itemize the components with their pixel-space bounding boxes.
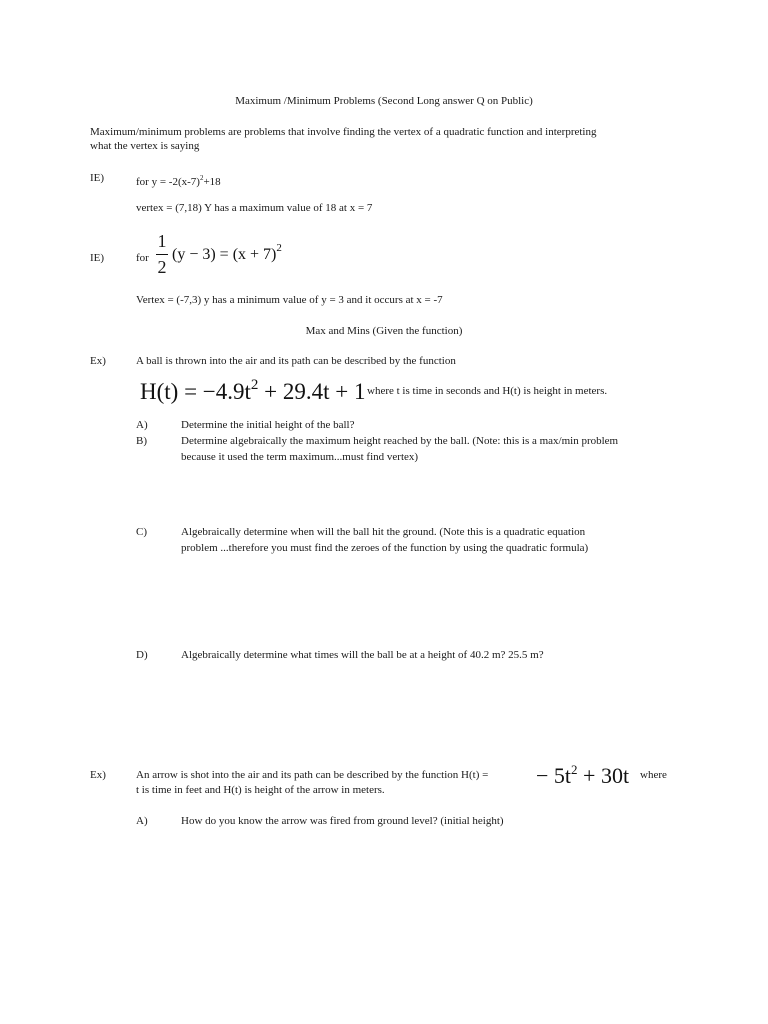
ex2-function [536, 757, 629, 789]
ex1-function-a: H(t) = −4.9t [140, 379, 251, 404]
ex1-part-d-label: D) [136, 649, 148, 661]
ie1-vertex: vertex = (7,18) Y has a maximum value of 18 at x = 7 [136, 202, 373, 214]
ie2-frac-numerator: 1 [157, 231, 167, 251]
ie1-function-text: for y = -2(x-7) [136, 176, 200, 188]
ie1-label: IE) [90, 172, 105, 184]
section-heading: Max and Mins (Given the function) [305, 325, 463, 337]
ie2-expression [172, 242, 282, 264]
ie1-function [136, 171, 221, 190]
ex1-description: A ball is thrown into the air and its path can be described by the function [136, 355, 456, 367]
ex2-label: Ex) [90, 769, 106, 781]
ex1-after-function: where t is time in seconds and H(t) is height in meters. [367, 385, 608, 397]
ex2-function-a: − 5t [536, 763, 572, 788]
ex1-part-a-text: Determine the initial height of the ball? [181, 419, 355, 431]
ie2-frac-bar [156, 254, 168, 255]
ie2-label: IE) [90, 252, 105, 264]
ie2-vertex: Vertex = (-7,3) y has a minimum value of y = 3 and it occurs at x = -7 [136, 294, 443, 306]
ex2-part-a-text: How do you know the arrow was fired from ground level? (initial height) [181, 815, 504, 827]
ex2-where: where [640, 769, 667, 781]
ex2-function-b: + 30t [577, 763, 630, 788]
page-title: Maximum /Minimum Problems (Second Long answer Q on Public) [235, 95, 533, 107]
ie2-expression-text: (y − 3) = (x + 7) [172, 246, 277, 263]
ex2-line-2: t is time in feet and H(t) is height of the arrow in meters. [136, 784, 385, 796]
ex2-part-a-label: A) [136, 815, 148, 827]
ex2-function-exponent: 2 [571, 762, 578, 777]
ie1-function-tail: +18 [203, 176, 221, 188]
ex1-part-c-line-1: Algebraically determine when will the ball hit the ground. (Note this is a quadratic equation [181, 526, 586, 538]
intro-line-2: what the vertex is saying [90, 140, 200, 152]
ex1-part-c-label: C) [136, 526, 147, 538]
ex1-part-b-line-1: Determine algebraically the maximum height reached by the ball. (Note: this is a max/min problem [181, 435, 619, 447]
intro-line-1: Maximum/minimum problems are problems that involve finding the vertex of a quadratic function and interpreting [90, 126, 597, 138]
ex2-description: An arrow is shot into the air and its path can be described by the function H(t) = [136, 769, 489, 781]
ie2-frac-denominator: 2 [157, 257, 167, 277]
ex1-part-b-line-2: because it used the term maximum...must find vertex) [181, 451, 419, 463]
ex1-function-b: + 29.4t + 1 [258, 379, 366, 404]
ex1-function [140, 371, 366, 406]
ie2-exponent: 2 [276, 242, 282, 254]
ex1-part-c-line-2: problem ...therefore you must find the zeroes of the function by using the quadratic formula) [181, 542, 589, 554]
ex1-part-d-text: Algebraically determine what times will the ball be at a height of 40.2 m? 25.5 m? [181, 649, 544, 661]
ex1-label: Ex) [90, 355, 106, 367]
ie1-exponent: 2 [199, 174, 204, 182]
ex1-function-exponent: 2 [250, 377, 259, 393]
ex1-part-b-label: B) [136, 435, 147, 447]
ie2-for: for [136, 252, 149, 264]
ex1-part-a-label: A) [136, 419, 148, 431]
